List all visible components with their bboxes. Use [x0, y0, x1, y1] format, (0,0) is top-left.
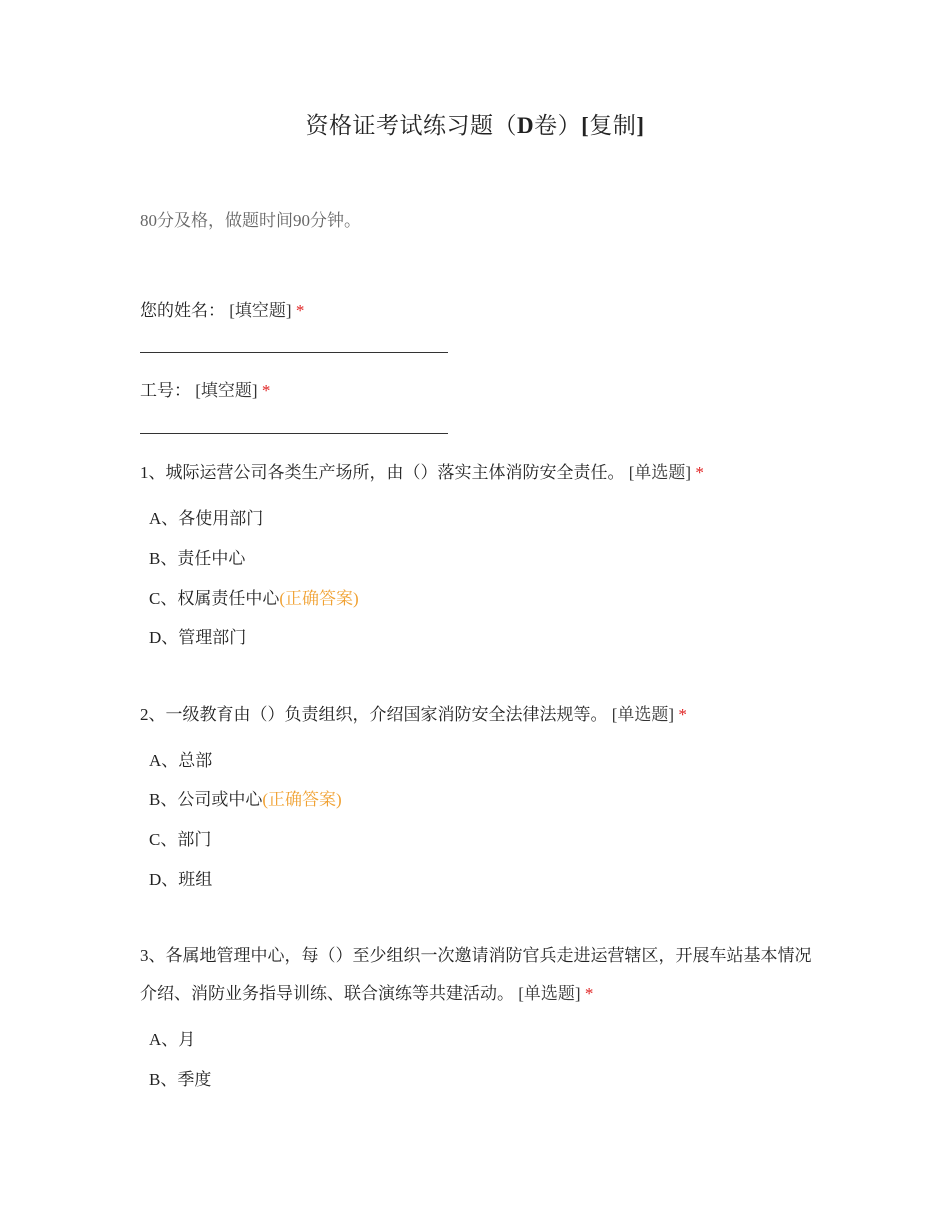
question-type-tag: [填空题]: [195, 381, 258, 400]
page-title: [0, 108, 950, 144]
field-employee-id-label: [140, 372, 820, 410]
question-1: [140, 454, 820, 492]
option-q2-a[interactable]: [149, 747, 212, 775]
question-text: 3、各属地管理中心，每（）至少组织一次邀请消防官兵走进运营辖区，开展车站基本情况介绍、消防业务指导训练、联合演练等共建活动。: [140, 946, 812, 1003]
required-marker: *: [261, 381, 271, 400]
field-label: 工号：: [140, 381, 191, 400]
question-text: 1、城际运营公司各类生产场所，由（）落实主体消防安全责任。: [140, 463, 625, 482]
title-mid: 卷）: [534, 113, 582, 138]
title-bracket-close: ]: [636, 113, 645, 138]
option-label: A、各使用部门: [149, 509, 264, 528]
option-q1-c[interactable]: [149, 585, 359, 613]
option-q1-d[interactable]: [149, 624, 246, 652]
correct-answer-marker: (正确答案): [279, 589, 359, 608]
employee-id-input-line[interactable]: [140, 433, 448, 434]
option-q3-b[interactable]: [149, 1066, 211, 1094]
option-q2-c[interactable]: [149, 826, 211, 854]
option-label: B、公司或中心: [149, 790, 263, 809]
question-type-tag: [单选题]: [611, 705, 675, 724]
field-label: 您的姓名：: [140, 301, 225, 320]
page-subtitle: 80分及格，做题时间90分钟。: [140, 211, 361, 230]
question-text: 2、一级教育由（）负责组织，介绍国家消防安全法律法规等。: [140, 705, 608, 724]
field-name-label: [140, 292, 820, 330]
question-type-tag: [单选题]: [628, 463, 692, 482]
question-2: [140, 696, 820, 734]
title-d: D: [517, 113, 535, 138]
name-input-line[interactable]: [140, 352, 448, 353]
option-q2-b[interactable]: [149, 786, 342, 814]
option-q1-b[interactable]: [149, 545, 245, 573]
option-q1-a[interactable]: [149, 505, 263, 533]
required-marker: *: [295, 301, 305, 320]
title-main: 资格证考试练习题（: [305, 113, 518, 138]
title-bracket-open: [: [581, 113, 590, 138]
option-q3-a[interactable]: [149, 1026, 195, 1054]
title-copy: 复制: [589, 113, 637, 138]
option-label: C、部门: [149, 830, 212, 849]
option-label: A、月: [149, 1030, 196, 1049]
option-label: A、总部: [149, 751, 213, 770]
option-label: D、班组: [149, 870, 213, 889]
option-label: B、责任中心: [149, 549, 246, 568]
option-label: B、季度: [149, 1070, 212, 1089]
correct-answer-marker: (正确答案): [262, 790, 342, 809]
option-label: C、权属责任中心: [149, 589, 280, 608]
required-marker: *: [695, 463, 704, 482]
question-3: [140, 937, 812, 1013]
option-q2-d[interactable]: [149, 866, 212, 894]
question-type-tag: [单选题]: [518, 984, 581, 1003]
required-marker: *: [584, 984, 594, 1003]
question-type-tag: [填空题]: [229, 301, 292, 320]
required-marker: *: [678, 705, 687, 724]
option-label: D、管理部门: [149, 628, 247, 647]
